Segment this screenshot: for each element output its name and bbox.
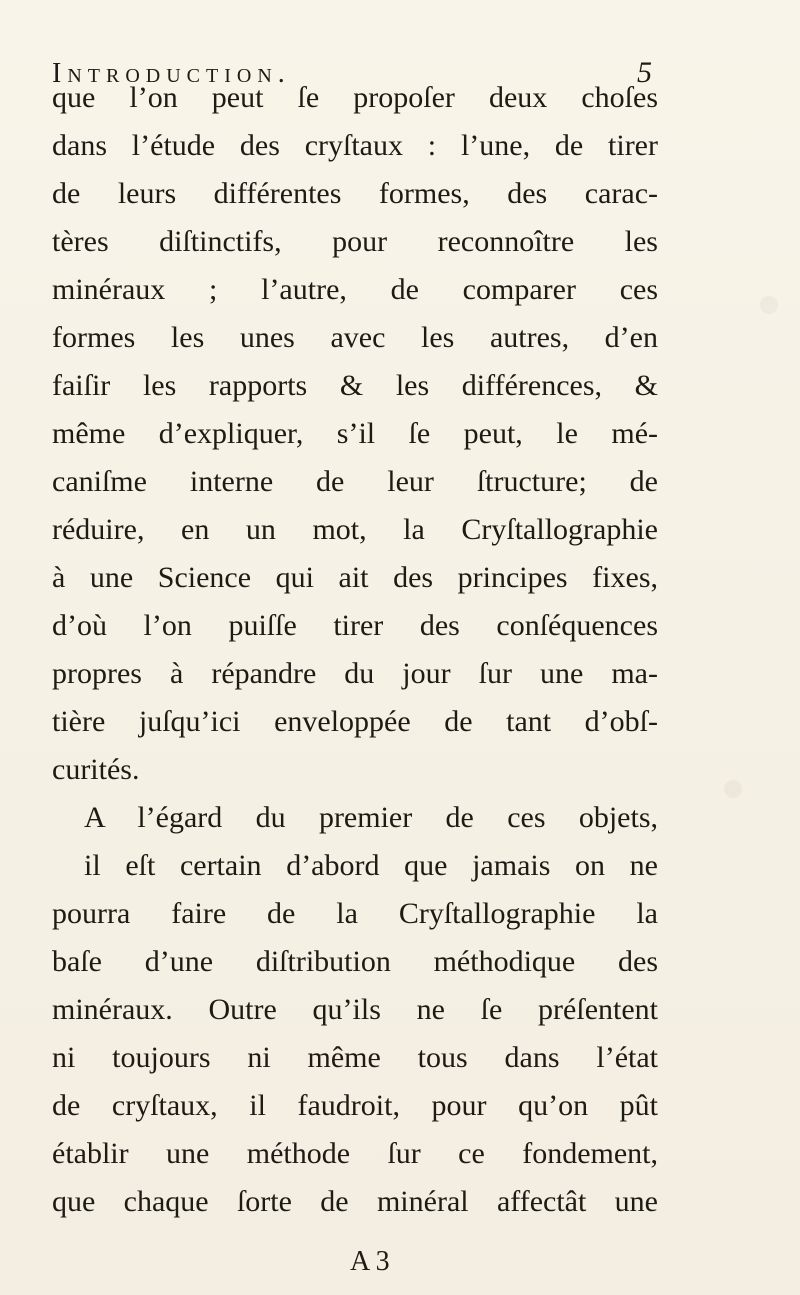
text-line: dans l’étude des cryſtaux : l’une, de tirer [52, 129, 658, 162]
text-line: établir une méthode ſur ce fondement, [52, 1137, 658, 1170]
text-line: A l’égard du premier de ces objets, [84, 801, 658, 834]
text-line: de leurs différentes formes, des carac- [52, 177, 658, 210]
text-line: que l’on peut ſe propoſer deux choſes [52, 81, 658, 114]
text-line: pourra faire de la Cryſtallographie la [52, 897, 658, 930]
paper-spot [760, 296, 778, 314]
text-line: ni toujours ni même tous dans l’état [52, 1041, 658, 1074]
running-head-title: Introduction. [52, 58, 291, 89]
text-line: formes les unes avec les autres, d’en [52, 321, 658, 354]
text-line: que chaque ſorte de minéral affectât une [52, 1185, 658, 1218]
body-text [52, 74, 658, 1226]
text-line: à une Science qui ait des principes fixes, [52, 561, 658, 594]
text-line: curités. [52, 753, 140, 786]
text-line: tière juſqu’ici enveloppée de tant d’obſ- [52, 705, 658, 738]
text-line: de cryſtaux, il faudroit, pour qu’on pût [52, 1089, 658, 1122]
text-line: caniſme interne de leur ſtructure; de [52, 465, 658, 498]
paper-spot [724, 780, 742, 798]
text-line: même d’expliquer, s’il ſe peut, le mé- [52, 417, 658, 450]
text-line: propres à répandre du jour ſur une ma- [52, 657, 658, 690]
text-line: minéraux. Outre qu’ils ne ſe préſentent [52, 993, 658, 1026]
paragraph-1 [52, 74, 658, 794]
paragraph-2 [52, 794, 658, 1226]
text-line: il eſt certain d’abord que jamais on ne [84, 849, 658, 882]
text-line: minéraux ; l’autre, de comparer ces [52, 273, 658, 306]
signature-mark: A 3 [350, 1246, 390, 1277]
text-line: tères diſtinctifs, pour reconnoître les [52, 225, 658, 258]
page-number: 5 [637, 56, 652, 89]
text-line: d’où l’on puiſſe tirer des conſéquences [52, 609, 658, 642]
text-line: faiſir les rapports & les différences, & [52, 369, 658, 402]
text-line: réduire, en un mot, la Cryſtallographie [52, 513, 658, 546]
text-line: baſe d’une diſtribution méthodique des [52, 945, 658, 978]
